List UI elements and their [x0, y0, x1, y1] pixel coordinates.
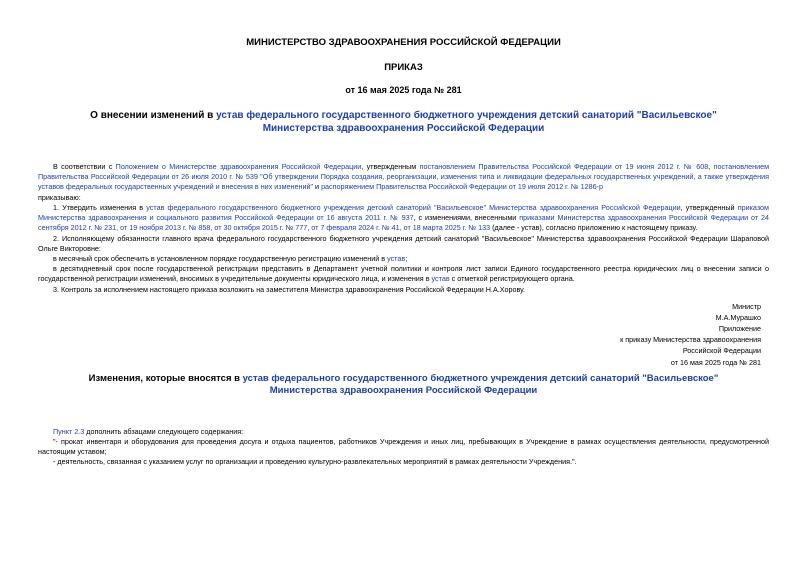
annex-ref-line-2: к приказу Министерства здравоохранения [620, 335, 761, 345]
item-3-paragraph: 3. Контроль за исполнением настоящего приказа возложить на заместителя Министра здравоохранения Российской Федерации Н.А.Хорову. [53, 284, 525, 294]
annex-paragraph-3: - деятельность, связанная с указанием услуг по организации и проведению культурно-развлекательных мероприятий в рамках деятельности Учреждения.". [53, 457, 577, 467]
signature-name: М.А.Мурашко [715, 313, 761, 322]
amending-orders-link[interactable]: приказами Министерства здравоохранения Российской Федерации от 24 сентября 2012 г. № 231, от 19 ноября 2013 г. № 858, от 30 октября 2015 г. № 777, от 7 февраля 2024 г. № 41, от 18 марта 2025 г. № 133 [38, 213, 769, 233]
annex-paragraph-1-text: дополнить абзацами следующего содержания: [84, 426, 244, 436]
preamble-text-2: , утвержденным [361, 162, 420, 171]
order-date-number: от 16 мая 2025 года № 281 [345, 85, 462, 95]
clause-2-3-link[interactable]: Пункт 2.3 [53, 426, 85, 436]
order-title [38, 110, 769, 135]
preamble-paragraph [38, 162, 769, 193]
preamble-text-4: и [313, 182, 322, 192]
item-2-sub-2-text: в десятидневный срок после государственной регистрации представить в Департамент учетной политики и контроля лист записи Единого государственного реестра юридических лиц о внесении записи о государственной регистрации изменений, вносимых в учредительные документы юридического лица, и изменения в [38, 264, 769, 284]
order-heading: ПРИКАЗ [384, 62, 423, 73]
annex-title [38, 373, 769, 397]
charter-link[interactable]: устав федерального государственного бюджетного учреждения детский санаторий "Васильевское" Министерства здравоохранения Российской Федерации [216, 110, 717, 134]
government-resolution-608-link[interactable]: постановлением Правительства Российской Федерации от 19 июня 2012 г. № 608 [419, 162, 709, 171]
annex-body [38, 427, 769, 468]
order-title-prefix: О внесении изменений в [90, 110, 217, 121]
item-1-text-1: 1. Утвердить изменения в [53, 202, 147, 212]
item-2-sub-1-end: ; [405, 253, 408, 263]
annex-ref-line-4: от 16 мая 2025 года № 281 [670, 357, 761, 367]
item-2-paragraph: 2. Исполняющему обязанности главного врача федерального государственного бюджетного учреждения детский санаторий "Васильевское" Министерства здравоохранения Российской Федерации Шараповой Ольге Викторовне: [38, 233, 769, 253]
item-2-sub-2-charter-link[interactable]: устав [431, 274, 450, 284]
item-1-text-3: , с изменениями, внесенными [413, 213, 520, 223]
ministry-regulation-link[interactable]: Положением о Министерстве здравоохранения Российской Федерации [115, 162, 362, 171]
signature-block [38, 301, 769, 368]
government-order-1286-link[interactable]: распоряжением Правительства Российской Федерации от 19 июля 2012 г. № 1286-р [321, 182, 604, 192]
item-1-text-4: (далее - устав), согласно приложению к настоящему приказу. [490, 223, 698, 233]
annex-charter-link[interactable]: устав федерального государственного бюджетного учреждения детский санаторий "Васильевское" Министерства здравоохранения Российской Федерации [242, 372, 719, 396]
order-body [38, 162, 769, 295]
signature-role: Министр [732, 301, 761, 311]
item-2-subitem-1 [38, 254, 769, 264]
annex-ref-line-3: Российской Федерации [682, 346, 761, 356]
annex-title-prefix: Изменения, которые вносятся в [88, 372, 243, 384]
item-1-charter-link[interactable]: устав федерального государственного бюджетного учреждения детский санаторий "Васильевское" Министерства здравоохранения Российской Федерации [146, 202, 681, 212]
government-resolution-539-link[interactable]: постановлением Правительства Российской Федерации от 26 июля 2010 г. № 539 "Об утверждении Порядка создания, реорганизации, изменения типа и ликвидации федеральных государственных учреждений, а также утверждения уставов федеральных государственных учреждений и внесения в них изменений" [38, 162, 770, 192]
annex-paragraph-1 [38, 427, 769, 437]
item-2-subitem-2 [38, 264, 769, 284]
preamble-text-3: , [708, 162, 714, 171]
preamble-text-1: В соответствии с [53, 162, 116, 171]
item-1-paragraph [38, 203, 769, 234]
item-2-sub-2-end: с отметкой регистрирующего органа. [449, 274, 575, 284]
item-2-sub-1-text: в месячный срок обеспечить в установленном порядке государственную регистрацию изменений в [53, 253, 388, 263]
order-word: приказываю: [38, 192, 81, 202]
annex-label: Приложение [718, 324, 761, 334]
item-2-sub-1-charter-link[interactable]: устав [387, 253, 406, 263]
ministry-heading: МИНИСТЕРСТВО ЗДРАВООХРАНЕНИЯ РОССИЙСКОЙ ФЕДЕРАЦИИ [246, 37, 561, 48]
annex-paragraph-2: "- прокат инвентаря и оборудования для проведения досуга и отдыха пациентов, работников Учреждения и иных лиц, пребывающих в Учреждение в рамках осуществления деятельности, предусмотренной настоящим уставом; [38, 436, 769, 456]
order-937-link[interactable]: приказом Министерства здравоохранения и социального развития Российской Федерации от 16 августа 2011 г. № 937 [38, 202, 769, 223]
item-1-text-2: , утвержденный [680, 202, 738, 212]
